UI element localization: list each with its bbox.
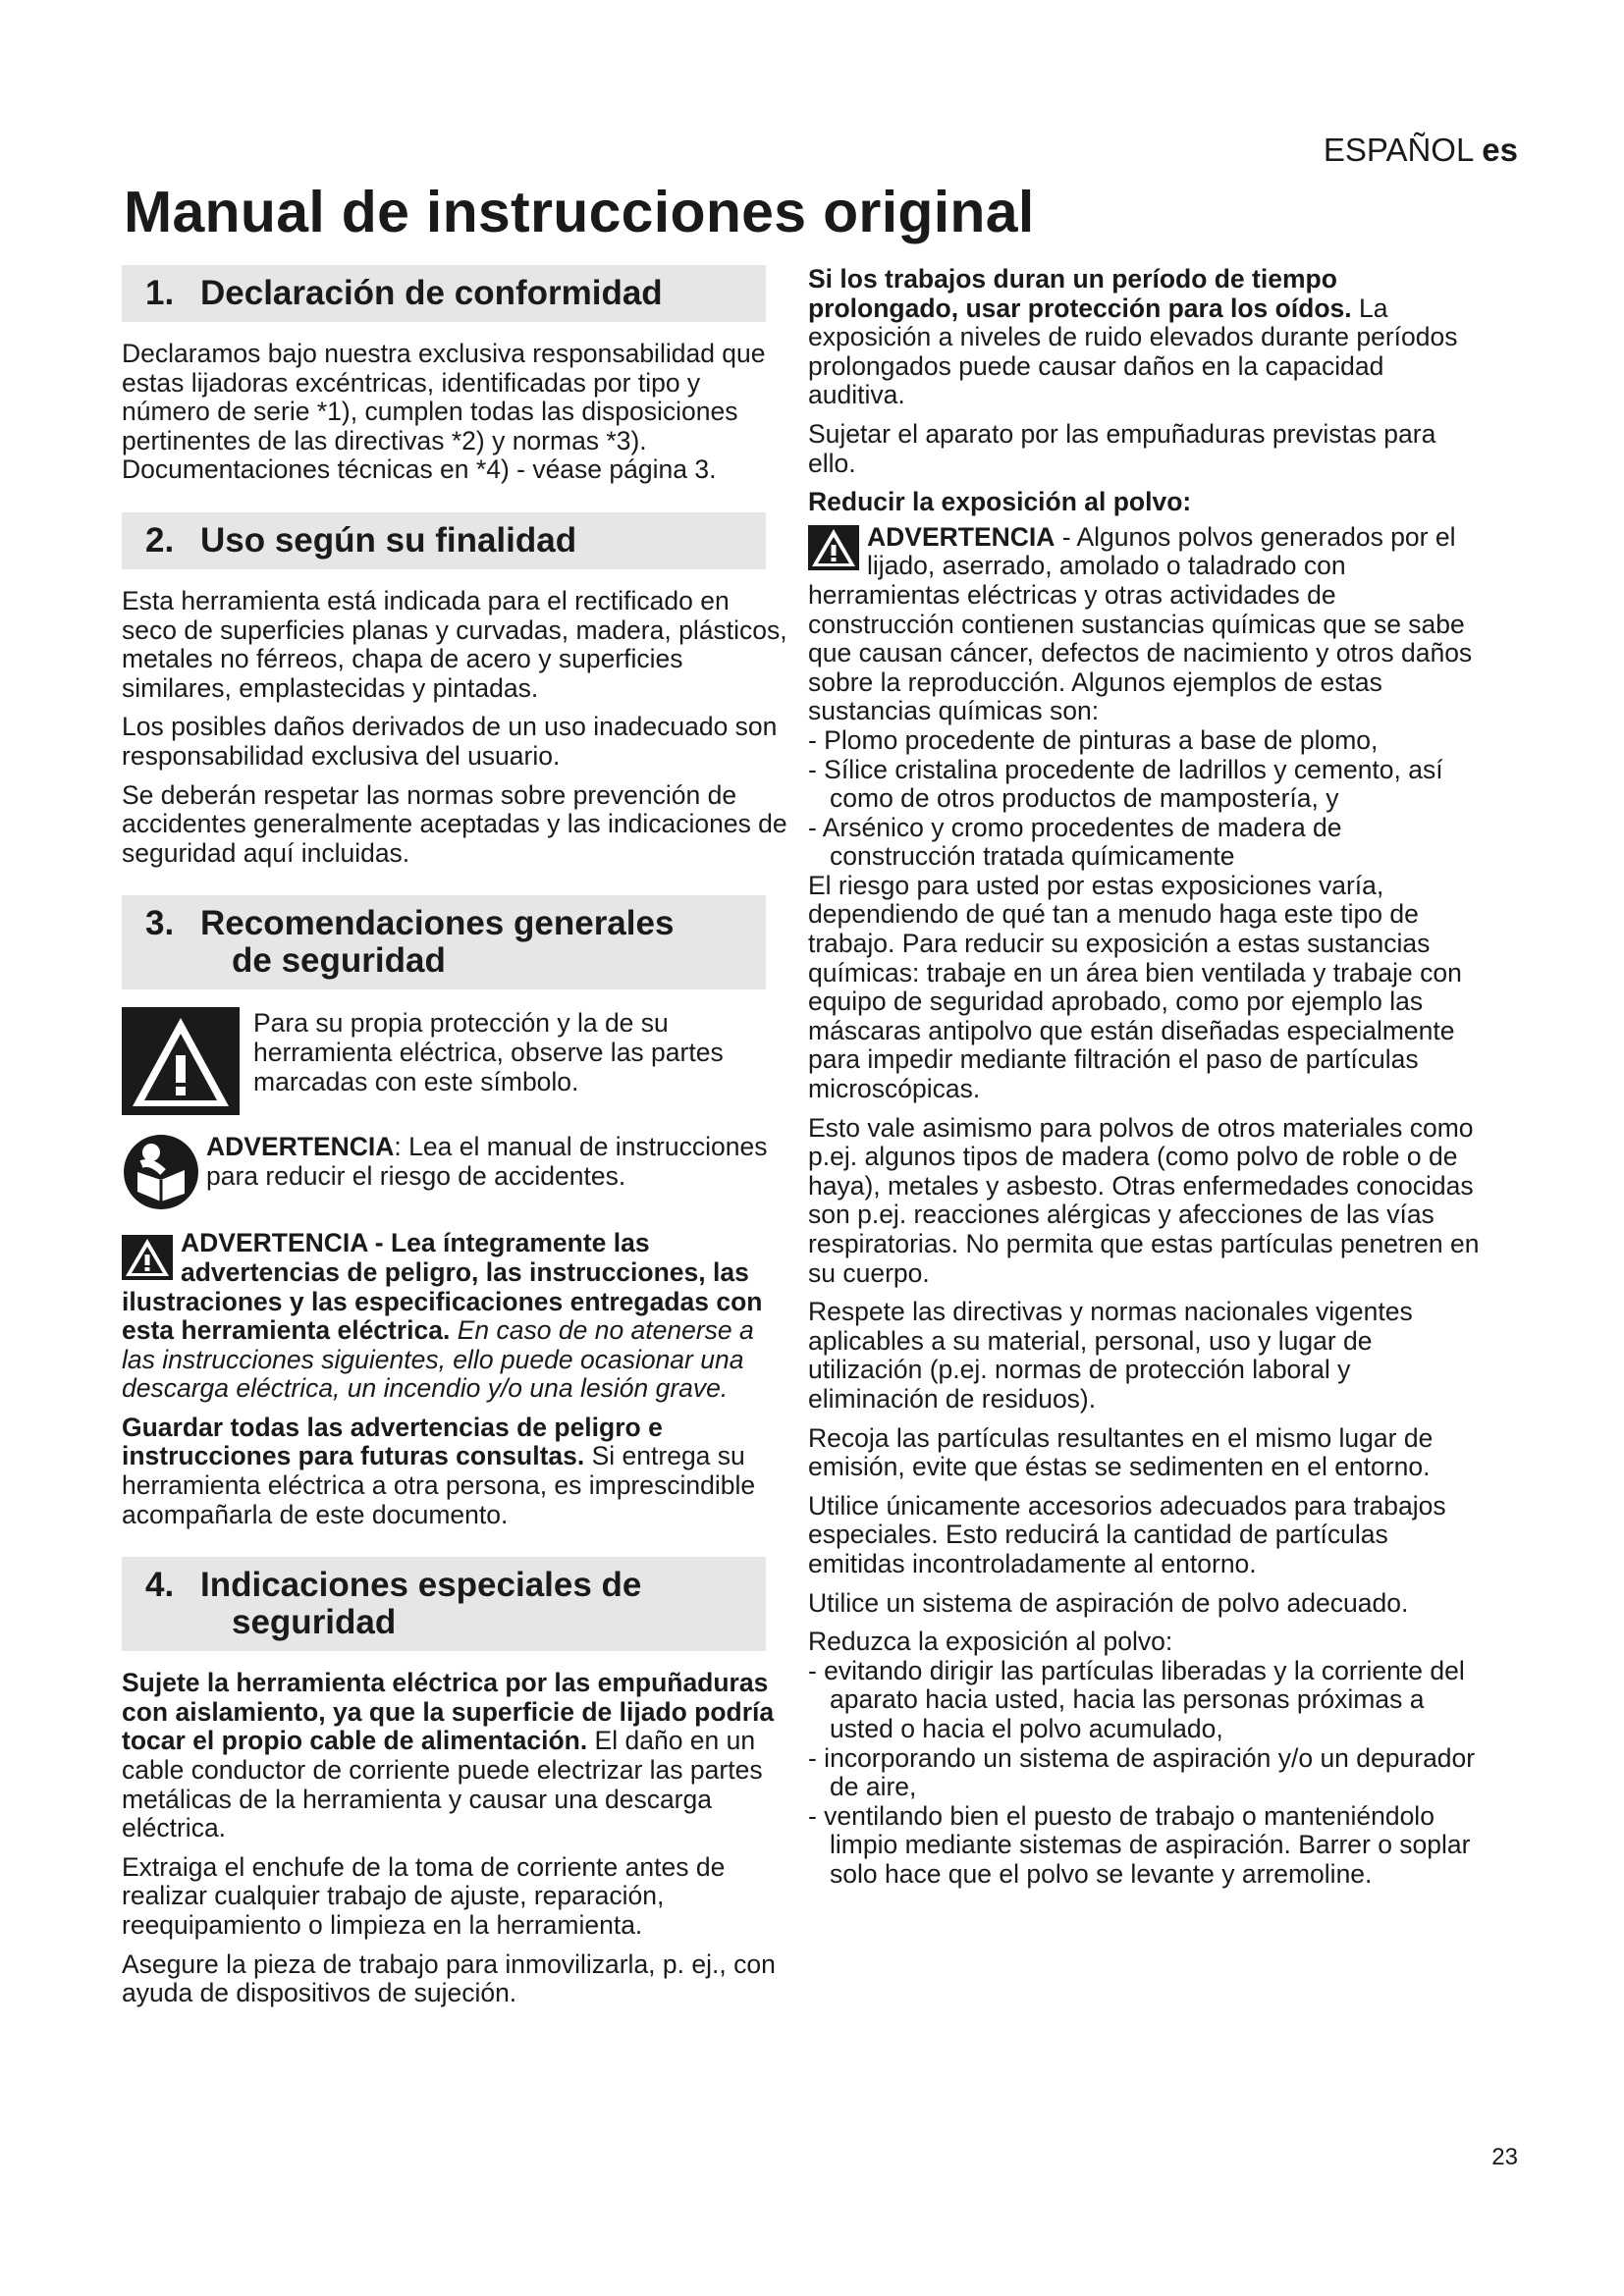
- dust-heading: Reducir la exposición al polvo:: [808, 487, 1192, 517]
- extraction-text: Utilice un sistema de aspiración de polvo adecuado.: [808, 1587, 1409, 1618]
- section-4-heading: 4. Indicaciones especiales de seguridad: [122, 1557, 766, 1651]
- dust-warning: ADVERTENCIA - Algunos polvos generados por el lijado, aserrado, amolado o taladrado con herramientas eléctricas y otras actividades de construcción contienen sustancias químicas que se sabe que causan cáncer, defectos de nacimiento y otros daños sobre la reproducción. Algunos ejemplos de estas sustancias químicas son:: [808, 521, 1473, 726]
- list-item: - Plomo procedente de pinturas a base de plomo,: [808, 724, 1379, 755]
- hearing-protection-text: Si los trabajos duran un período de tiempo prolongado, usar protección para los oídos. La exposición a niveles de ruido elevados durante períodos prolongados puede causar daños en la capacidad auditiva.: [808, 264, 1458, 410]
- symbol-explanation: Para su propia protección y la de su herramienta eléctrica, observe las partes marcadas con este símbolo.: [122, 1007, 789, 1115]
- list-item: - ventilando bien el puesto de trabajo o manteniéndolo limpio mediante sistemas de aspiración. Barrer o soplar solo hace que el polvo se levante y arremoline.: [808, 1800, 1471, 1889]
- read-manual-warning: ADVERTENCIA: Lea el manual de instrucciones para reducir el riesgo de accidentes.: [122, 1129, 789, 1215]
- section-2-heading: 2. Uso según su finalidad: [122, 512, 766, 569]
- other-dust-text: Esto vale asimismo para polvos de otros materiales como p.ej. algunos tipos de madera (como polvo de roble o de haya), metales y asbesto. Otras enfermedades conocidas son p.ej. reacciones alérgicas y afecciones de las vías respiratorias. No permita que estas partículas penetren en su cuerpo.: [808, 1112, 1480, 1288]
- language-label: ESPAÑOL es: [1323, 132, 1518, 168]
- risk-text: El riesgo para usted por estas exposiciones varía, dependiendo de qué tan a menudo haga este tipo de trabajo. Para reducir su exposición a estas sustancias químicas: trabaje en un área bien ventilada y trabaje con equipo de seguridad aprobado, como por ejemplo las máscaras antipolvo que están diseñadas especialmente para impedir mediante filtración el paso de partículas microscópicas.: [808, 870, 1462, 1104]
- accident-rules-text: Se deberán respetar las normas sobre prevención de accidentes generalmente aceptadas y las indicaciones de seguridad aquí incluidas.: [122, 779, 787, 868]
- secure-workpiece-text: Asegure la pieza de trabajo para inmovilizarla, p. ej., con ayuda de dispositivos de sujeción.: [122, 1949, 776, 2008]
- warning-icon: [808, 525, 859, 570]
- chemical-list: [808, 726, 1486, 872]
- list-item: - evitando dirigir las partículas liberadas y la corriente del aparato hacia usted, hacia las personas próximas a usted o hacia el polvo acumulado,: [808, 1655, 1465, 1743]
- page-title: Manual de instrucciones original: [124, 180, 1035, 244]
- section-3-heading: 3. Recomendaciones generales de seguridad: [122, 895, 766, 989]
- left-column: [122, 265, 789, 2018]
- read-manual-icon: [122, 1129, 200, 1215]
- intended-use-text: Esta herramienta está indicada para el rectificado en seco de superficies planas y curvadas, madera, plásticos, metales no férreos, chapa de acero y superficies similares, emplastecidas y pintadas.: [122, 585, 787, 703]
- accessories-text: Utilice únicamente accesorios adecuados para trabajos especiales. Esto reducirá la cantidad de partículas emitidas incontroladamente al entorno.: [808, 1490, 1446, 1578]
- list-item: - incorporando un sistema de aspiración y/o un depurador de aire,: [808, 1742, 1476, 1802]
- reduce-list: [808, 1657, 1486, 1890]
- reduce-heading: Reduzca la exposición al polvo:: [808, 1627, 1173, 1657]
- list-item: - Arsénico y cromo procedentes de madera de construcción tratada químicamente: [808, 812, 1342, 872]
- list-item: - Sílice cristalina procedente de ladrillos y cemento, así como de otros productos de mampostería, y: [808, 754, 1443, 814]
- misuse-text: Los posibles daños derivados de un uso inadecuado son responsabilidad exclusiva del usuario.: [122, 712, 778, 771]
- unplug-text: Extraiga el enchufe de la toma de corriente antes de realizar cualquier trabajo de ajuste, reparación, reequipamiento o limpieza en la herramienta.: [122, 1851, 726, 1940]
- respect-regulations-text: Respete las directivas y normas nacionales vigentes aplicables a su material, personal, uso y lugar de utilización (p.ej. normas de protección laboral y eliminación de residuos).: [808, 1297, 1413, 1414]
- read-all-warnings: ADVERTENCIA - Lea íntegramente las advertencias de peligro, las instrucciones, las ilustraciones y las especificaciones entregadas con esta herramienta eléctrica. En caso de no atenerse a las instrucciones siguientes, ello puede ocasionar una descarga eléctrica, un incendio y/o una lesión grave.: [122, 1228, 763, 1404]
- collect-particles-text: Recoja las partículas resultantes en el mismo lugar de emisión, evite que éstas se sedimenten en el entorno.: [808, 1422, 1434, 1482]
- warning-icon: [122, 1235, 173, 1280]
- hold-grips-text: Sujetar el aparato por las empuñaduras previstas para ello.: [808, 418, 1436, 478]
- warning-triangle-icon: [122, 1007, 240, 1115]
- section-1-heading: 1. Declaración de conformidad: [122, 265, 766, 322]
- conformity-text: Declaramos bajo nuestra exclusiva responsabilidad que estas lijadoras excéntricas, identificadas por tipo y número de serie *1), cumplen todas las disposiciones pertinentes de las directivas *2) y normas *3). Documentaciones técnicas en *4) - véase página 3.: [122, 339, 766, 485]
- page-number: 23: [1491, 2144, 1518, 2170]
- keep-instructions: Guardar todas las advertencias de peligro e instrucciones para futuras consultas. Si entrega su herramienta eléctrica a otra persona, es imprescindible acompañarla de este documento.: [122, 1412, 756, 1529]
- right-column: [808, 265, 1486, 1889]
- insulated-grips-text: Sujete la herramienta eléctrica por las empuñaduras con aislamiento, ya que la superficie de lijado podría tocar el propio cable de alimentación. El daño en un cable conductor de corriente puede electrizar las partes metálicas de la herramienta y causar una descarga eléctrica.: [122, 1668, 775, 1843]
